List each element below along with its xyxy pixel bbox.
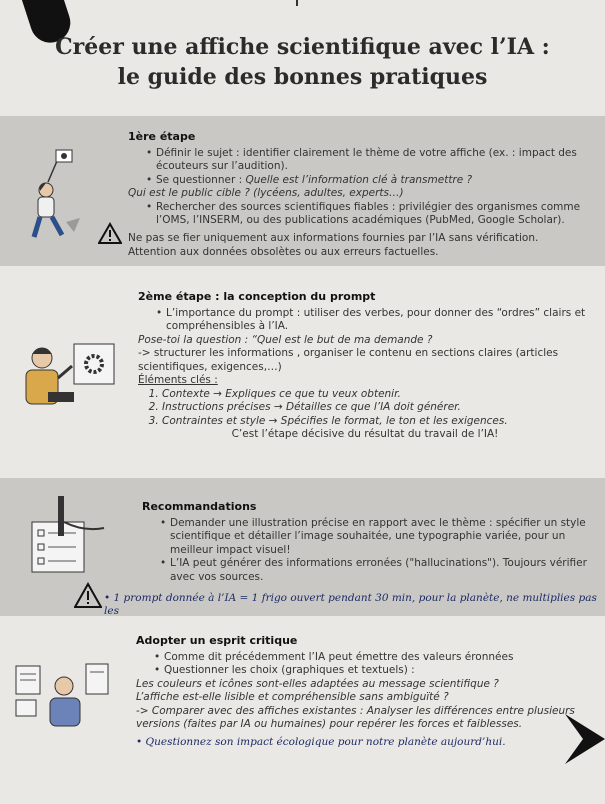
warning-icon [74,582,102,608]
section-step3 [142,500,588,584]
person-documents-icon [12,660,112,730]
section-step4 [136,634,588,749]
step4-question-colors: Les couleurs et icônes sont-elles adaptées au message scientifique ? [136,677,499,690]
step1-b2-italic: Quelle est l’information clé à transmettre ? [245,173,473,186]
decorative-corner-icon [555,704,605,774]
person-screen-gear-icon [18,338,118,410]
section-step2 [138,290,592,442]
step2-closing: C’est l’étape décisive du résultat du travail de l’IA! [231,428,499,440]
step1-bullet-subject: • Définir le sujet : identifier clairement le thème de votre affiche (ex. : impact des écouteurs sur l’audition). [138,147,590,174]
step4-handwritten-text: Questionnez son impact écologique pour notre planète aujourd’hui. [145,735,506,748]
step1-heading: 1ère étape [128,130,196,143]
step3-bullet-illustration: • Demander une illustration précise en rapport avec le thème : spécifier un style scientifique et détailler l’image souhaitée, une typographie variée, pour un meilleur impact visuel! [152,517,588,558]
step4-question-readable: L’affiche est-elle lisible et compréhensible sans ambiguïté ? [136,691,449,703]
poster-title [0,32,605,92]
list-item: 2. Instructions précises → Détailles ce que l’IA doit générer. [162,401,592,415]
title-line-1: Créer une affiche scientifique avec l’IA : [55,34,550,60]
person-flag-icon [26,142,86,247]
list-item: 3. Contraintes et style → Spécifies le format, le ton et les exigences. [162,415,592,429]
step4-compare: -> Comparer avec des affiches existantes : Analyser les différences entre plusieurs versions (faites par IA ou humaines) pour repérer les forces et faiblesses. [136,704,575,730]
step3-heading: Recommandations [142,500,257,513]
checklist-hand-icon [28,492,108,577]
step1-bullet-question [138,174,590,188]
step2-key-label: Éléments clés : [138,374,218,386]
step3-handwritten-note: • 1 prompt donnée à l’IA = 1 frigo ouvert pendant 30 min, pour la planète, ne multiplies pas les [104,592,597,617]
step3-bullet-hallucinations: • L’IA peut générer des informations erronées ("hallucinations"). Toujours vérifier avec vos sources. [152,557,588,584]
list-item: 1. Contexte → Expliques ce que tu veux obtenir. [162,388,592,402]
step4-bullet-values: • Comme dit précédemment l’IA peut émettre des valeurs éronnées [146,651,588,665]
step4-bullet-choices: • Questionner les choix (graphiques et textuels) : [146,664,588,678]
step2-bullet-prompt: • L’importance du prompt : utiliser des verbes, pour donner des “ordres” clairs et compréhensibles à l’IA. [148,307,592,334]
step2-key-list [138,388,592,429]
warning-icon [98,222,122,244]
step1-audience-line: Qui est le public cible ? (lycéens, adultes, experts…) [128,187,404,199]
step4-handwritten-note: • Questionnez son impact écologique pour notre planète aujourd’hui. [136,735,506,748]
step2-heading: 2ème étape : la conception du prompt [138,290,376,303]
step1-warning-text: Ne pas se fier uniquement aux informations fournies par l’IA sans vérification. Attention aux données obsolètes ou aux erreurs factuelles. [128,232,539,258]
step1-bullet-sources: • Rechercher des sources scientifiques fiables : privilégier des organismes comme l’OMS, l’INSERM, ou des publications académiques (PubMed, Google Scholar). [138,201,590,228]
page-tick-mark [296,0,298,6]
section-step1 [128,130,590,228]
title-line-2: le guide des bonnes pratiques [117,64,488,90]
step4-heading: Adopter un esprit critique [136,634,298,647]
step2-structure-line: -> structurer les informations , organiser le contenu en sections claires (articles scientifiques, exigences,…) [138,347,559,373]
step2-question: Pose-toi la question : “Quel est le but de ma demande ? [138,333,433,346]
step1-b2-prefix: Se questionner : [156,173,246,186]
